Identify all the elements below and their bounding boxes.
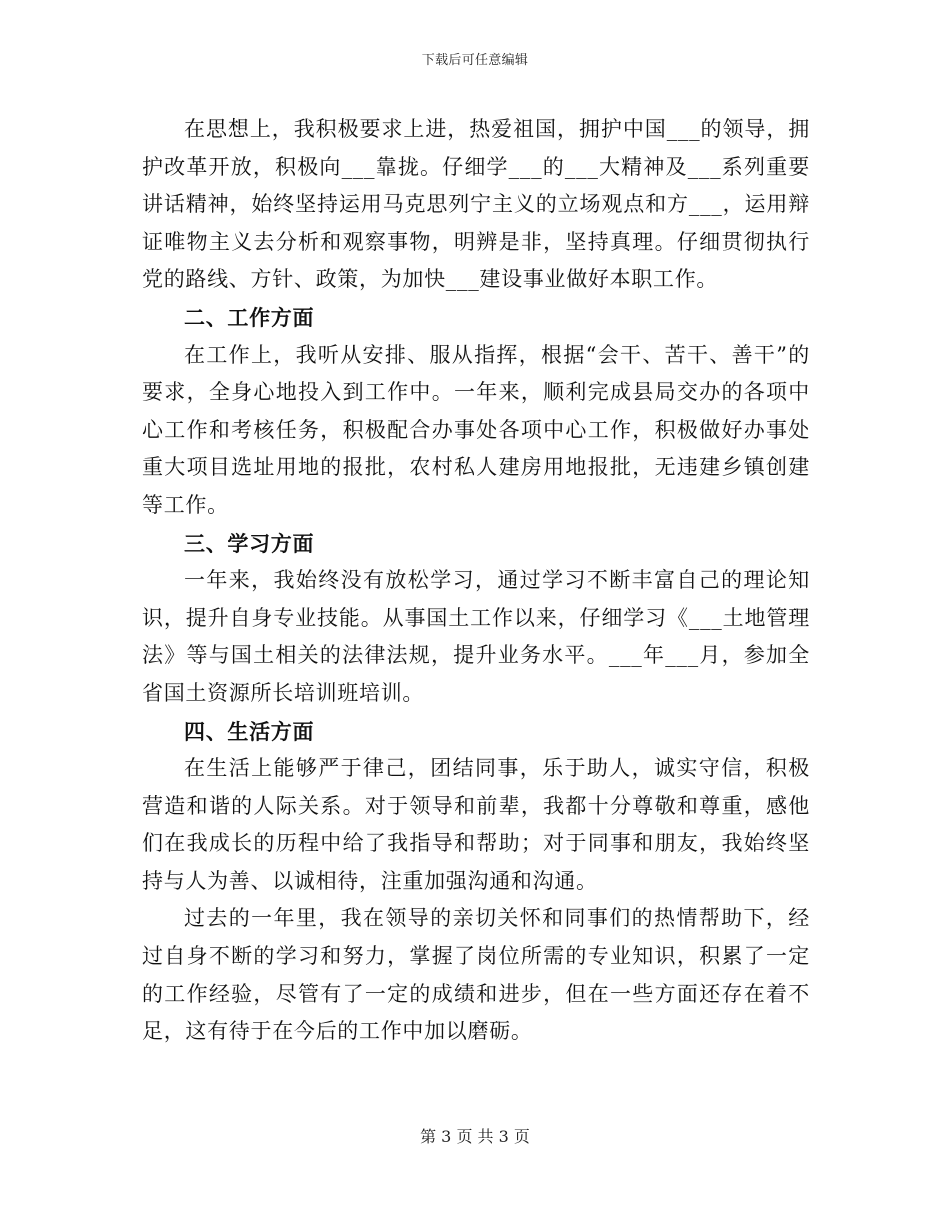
- work-paragraph: 在工作上，我听从安排、服从指挥，根据“会干、苦干、善干”的要求，全身心地投入到工作中。一年来，顺利完成县局交办的各项中心工作和考核任务，积极配合办事处各项中心工作，积极做好办事处重大项目选址用地的报批，农村私人建房用地报批，无违建乡镇创建等工作。: [142, 342, 810, 517]
- study-paragraph: 一年来，我始终没有放松学习，通过学习不断丰富自己的理论知识，提升自身专业技能。从事国土工作以来，仔细学习《___土地管理法》等与国土相关的法律法规，提升业务水平。___年___月，参加全省国土资源所长培训班培训。: [142, 568, 810, 705]
- life-paragraph: 在生活上能够严于律己，团结同事，乐于助人，诚实守信，积极营造和谐的人际关系。对于领导和前辈，我都十分尊敬和尊重，感他们在我成长的历程中给了我指导和帮助；对于同事和朋友，我始终坚持与人为善、以诚相待，注重加强沟通和沟通。: [142, 756, 810, 893]
- page-header-note: 下载后可任意编辑: [421, 53, 529, 68]
- page-number-footer: 第 3 页 共 3 页: [420, 1127, 530, 1146]
- life-section-heading: 四、生活方面: [184, 718, 315, 744]
- study-section-heading: 三、学习方面: [184, 530, 315, 556]
- summary-paragraph: 过去的一年里，我在领导的亲切关怀和同事们的热情帮助下，经过自身不断的学习和努力，掌握了岗位所需的专业知识，积累了一定的工作经验，尽管有了一定的成绩和进步，但在一些方面还存在着不足，这有待于在今后的工作中加以磨砺。: [142, 906, 810, 1044]
- work-section-heading: 二、工作方面: [184, 304, 315, 330]
- thought-paragraph: 在思想上，我积极要求上进，热爱祖国，拥护中国___的领导，拥护改革开放，积极向___靠拢。仔细学___的___大精神及___系列重要讲话精神，始终坚持运用马克思列宁主义的立场观点和方___，运用辩证唯物主义去分析和观察事物，明辨是非，坚持真理。仔细贯彻执行党的路线、方针、政策，为加快___建设事业做好本职工作。: [142, 117, 810, 292]
- document-body: [142, 111, 810, 1051]
